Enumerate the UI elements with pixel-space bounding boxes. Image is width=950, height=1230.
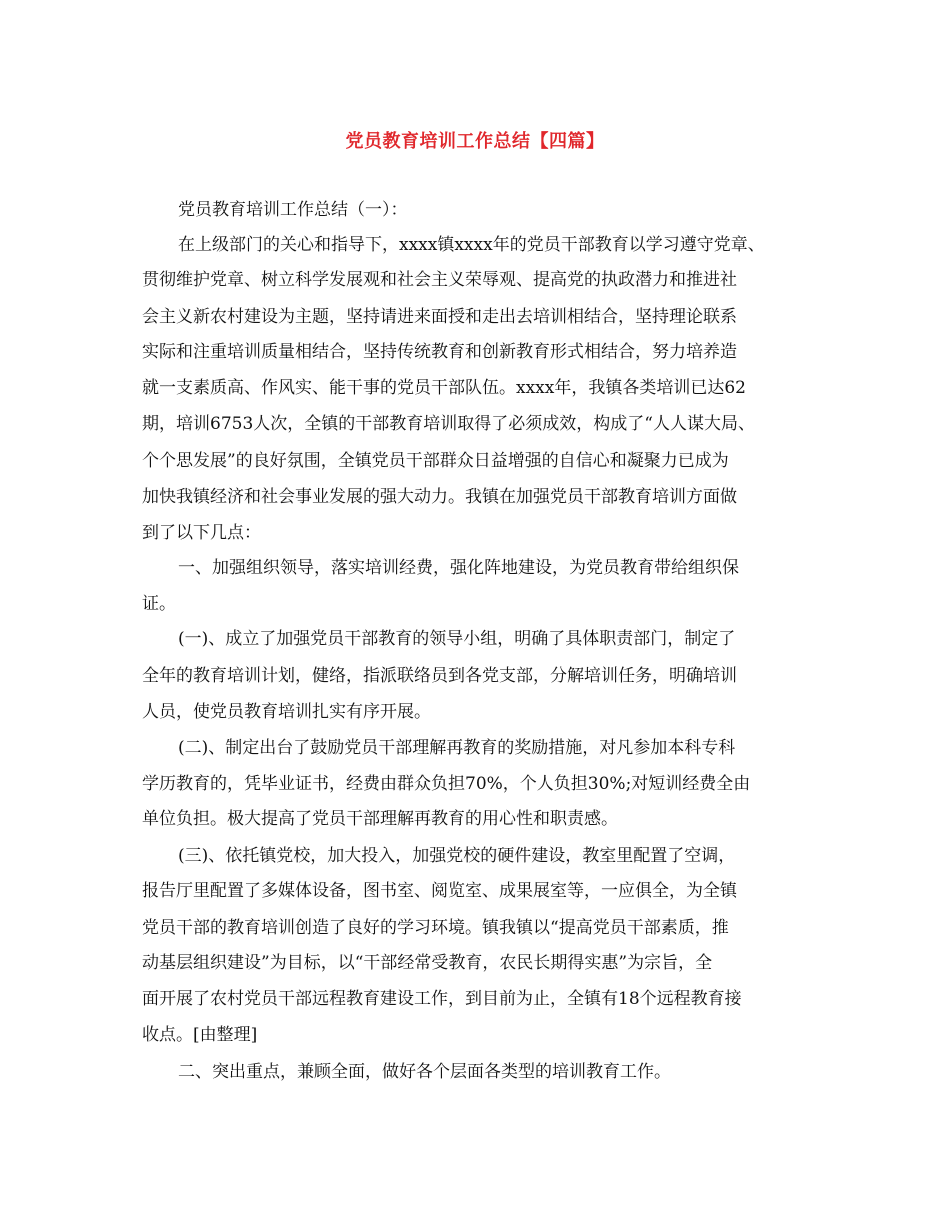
paragraph-line: (一)、成立了加强党员干部教育的领导小组，明确了具体职责部门，制定了 xyxy=(178,629,736,649)
paragraph-line: 动基层组织建设”为目标，以“干部经常受教育，农民长期得实惠”为宗旨，全 xyxy=(142,953,713,973)
paragraph-line: 实际和注重培训质量相结合，坚持传统教育和创新教育形式相结合，努力培养造 xyxy=(142,342,737,362)
paragraph-line: 个个思发展”的良好氛围，全镇党员干部群众日益增强的自信心和凝聚力已成为 xyxy=(142,451,729,471)
paragraph-line: 证。 xyxy=(142,594,176,614)
paragraph-line: 学历教育的，凭毕业证书，经费由群众负担70%，个人负担30%;对短训经费全由 xyxy=(142,774,751,794)
paragraph-line: 贯彻维护党章、树立科学发展观和社会主义荣辱观、提高党的执政潜力和推进社 xyxy=(142,270,737,290)
paragraph-line: 加快我镇经济和社会事业发展的强大动力。我镇在加强党员干部教育培训方面做 xyxy=(142,487,737,507)
paragraph-line: 到了以下几点： xyxy=(142,523,261,543)
document-title: 党员教育培训工作总结【四篇】 xyxy=(345,131,605,152)
paragraph-line: 面开展了农村党员干部远程教育建设工作，到目前为止，全镇有18个远程教育接 xyxy=(142,989,742,1009)
paragraph-line: 收点。[由整理] xyxy=(142,1025,258,1045)
paragraph-line: 党员干部的教育培训创造了良好的学习环境。镇我镇以“提高党员干部素质，推 xyxy=(142,918,729,938)
paragraph-line: 单位负担。极大提高了党员干部理解再教育的用心性和职责感。 xyxy=(142,809,618,829)
paragraph-line: 就一支素质高、作风实、能干事的党员干部队伍。xxxx年，我镇各类培训已达62 xyxy=(142,378,746,398)
paragraph-line: 二、突出重点，兼顾全面，做好各个层面各类型的培训教育工作。 xyxy=(178,1062,671,1082)
paragraph-line: 在上级部门的关心和指导下，xxxx镇xxxx年的党员干部教育以学习遵守党章、 xyxy=(178,235,765,255)
paragraph-line: 一、加强组织领导，落实培训经费，强化阵地建设，为党员教育带给组织保 xyxy=(178,558,739,578)
paragraph-line: (三)、依托镇党校，加大投入，加强党校的硬件建设，教室里配置了空调， xyxy=(178,846,736,866)
paragraph-line: 全年的教育培训计划，健络，指派联络员到各党支部，分解培训任务，明确培训 xyxy=(142,666,737,686)
paragraph-line: 报告厅里配置了多媒体设备，图书室、阅览室、成果展室等，一应俱全，为全镇 xyxy=(142,881,737,901)
paragraph-line: 会主义新农村建设为主题，坚持请进来面授和走出去培训相结合，坚持理论联系 xyxy=(142,307,737,327)
paragraph-line: (二)、制定出台了鼓励党员干部理解再教育的奖励措施，对凡参加本科专科 xyxy=(178,738,736,758)
paragraph-line: 人员，使党员教育培训扎实有序开展。 xyxy=(142,702,431,722)
paragraph-line: 党员教育培训工作总结（一）： xyxy=(178,200,408,220)
paragraph-line: 期，培训6753人次，全镇的干部教育培训取得了必须成效，构成了“人人谋大局、 xyxy=(142,414,755,434)
